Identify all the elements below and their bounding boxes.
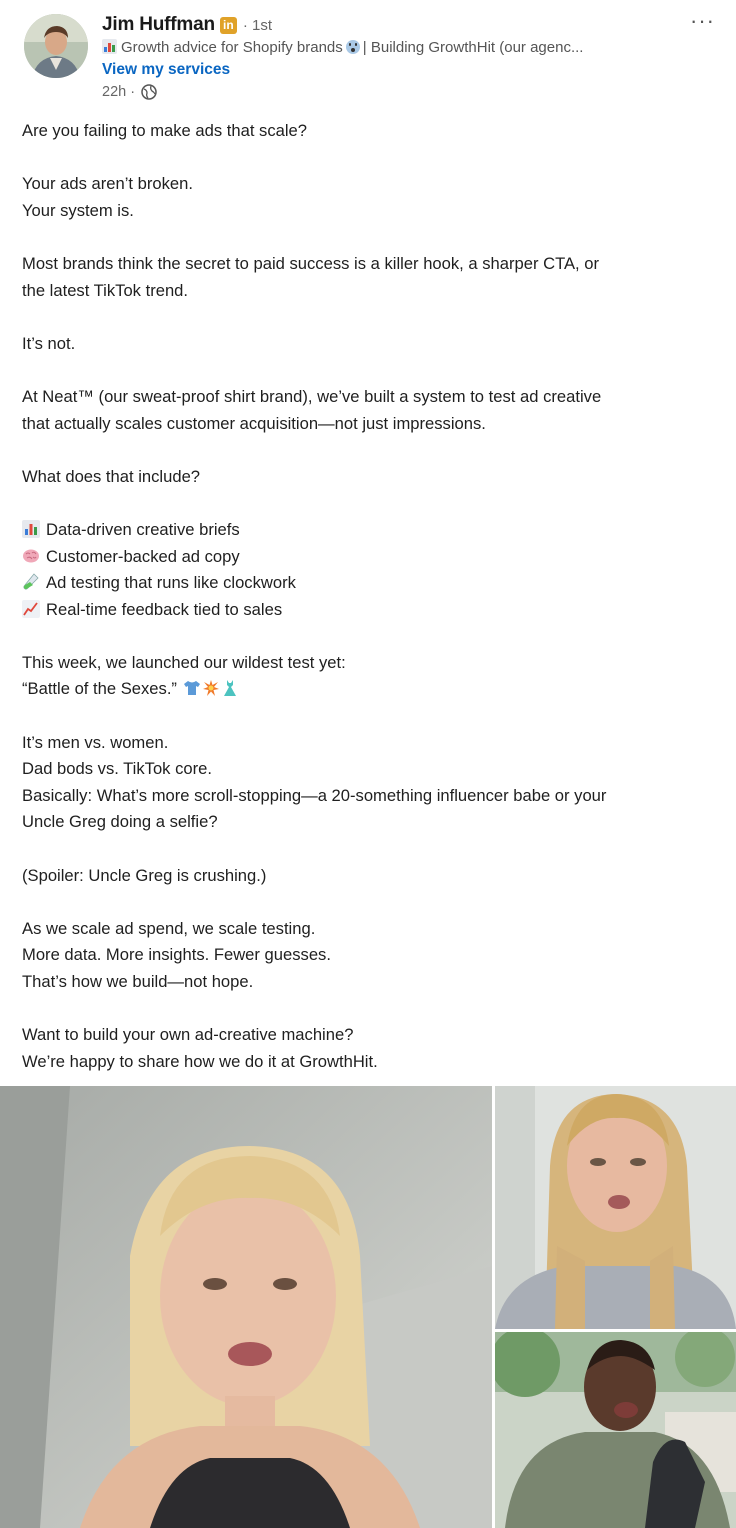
paragraph-gap [22, 304, 722, 331]
bar-chart-icon [102, 39, 117, 54]
trending-up-icon [22, 600, 46, 619]
post-text-line: Want to build your own ad-creative machine? [22, 1025, 354, 1045]
battle-emoji-group [183, 679, 245, 698]
post-text-line: It’s not. [22, 333, 76, 353]
more-options-icon[interactable]: ··· [690, 8, 715, 33]
author-avatar[interactable] [24, 14, 88, 78]
paragraph-gap [22, 437, 722, 464]
post-bullet-line [22, 570, 722, 597]
shirt-icon [183, 679, 202, 698]
post-text-line: Most brands think the secret to paid success is a killer hook, a sharper CTA, or [22, 253, 600, 273]
post-text-line: It’s men vs. women. [22, 732, 169, 752]
post-bullet-line [22, 544, 722, 571]
paragraph-gap [22, 623, 722, 650]
post-time: 22h · [102, 84, 136, 100]
dress-icon [221, 679, 245, 698]
bullet-text: Data-driven creative briefs [46, 519, 240, 539]
paragraph-gap [22, 889, 722, 916]
blonde-woman-photo[interactable] [495, 1086, 736, 1329]
bullet-text: Customer-backed ad copy [46, 546, 240, 566]
linkedin-premium-badge-icon: in [220, 17, 237, 34]
post-text-line: As we scale ad spend, we scale testing. [22, 918, 316, 938]
bullet-text: Real-time feedback tied to sales [46, 599, 283, 619]
post-text-line: That’s how we build—not hope. [22, 972, 254, 991]
post-text-line: At Neat™ (our sweat-proof shirt brand), we’ve built a system to test ad creative [22, 386, 602, 406]
post-bullet-line [22, 597, 722, 624]
paragraph-gap [22, 490, 722, 517]
paragraph-gap [22, 357, 722, 384]
post-text-line: More data. More insights. Fewer guesses. [22, 945, 331, 965]
post-text-line: the latest TikTok trend. [22, 280, 189, 300]
post-meta [102, 84, 157, 100]
view-services-link[interactable]: View my services [102, 61, 231, 78]
post-text-line: Your ads aren’t broken. [22, 174, 193, 194]
post-text-line: that actually scales customer acquisition—not just impressions. [22, 413, 486, 433]
brain-icon [22, 547, 46, 566]
author-headline [102, 39, 672, 56]
post-text-line: Your system is. [22, 200, 134, 220]
post-text-line: Basically: What’s more scroll-stopping—a 20-something influencer babe or your [22, 785, 607, 805]
man-selfie-photo[interactable] [495, 1332, 736, 1528]
post-text-line: Dad bods vs. TikTok core. [22, 759, 212, 779]
post-text-line: Uncle Greg doing a selfie? [22, 812, 218, 832]
test-tube-icon [22, 573, 46, 592]
post-bullet-line [22, 517, 722, 544]
connection-degree: · 1st [242, 16, 273, 34]
paragraph-gap [22, 996, 722, 1023]
post-header [0, 0, 736, 110]
post-text-line: Are you failing to make ads that scale? [22, 121, 308, 140]
paragraph-gap [22, 836, 722, 863]
author-name[interactable]: Jim Huffman [102, 14, 215, 35]
globe-icon [141, 84, 157, 100]
post-text-line: We’re happy to share how we do it at GrowthHit. [22, 1051, 378, 1071]
shocked-face-icon [346, 40, 360, 54]
post-images [0, 1086, 736, 1528]
paragraph-gap [22, 145, 722, 172]
woman-selfie-photo[interactable] [0, 1086, 492, 1528]
post-text-line: This week, we launched our wildest test yet: [22, 652, 346, 672]
paragraph-gap [22, 703, 722, 730]
avatar-photo [24, 14, 88, 78]
bar-chart-icon [22, 520, 46, 539]
bullet-text: Ad testing that runs like clockwork [46, 573, 296, 593]
headline-text-end: | Building GrowthHit (our agenc... [362, 39, 584, 56]
collision-icon [202, 679, 221, 698]
post-text-line: (Spoiler: Uncle Greg is crushing.) [22, 865, 267, 885]
headline-text-start: Growth advice for Shopify brands [121, 39, 343, 56]
post-body [22, 118, 722, 1075]
author-name-row [102, 13, 272, 37]
post-text-line: “Battle of the Sexes.” [22, 676, 722, 703]
paragraph-gap [22, 224, 722, 251]
post-text-line: What does that include? [22, 466, 201, 486]
